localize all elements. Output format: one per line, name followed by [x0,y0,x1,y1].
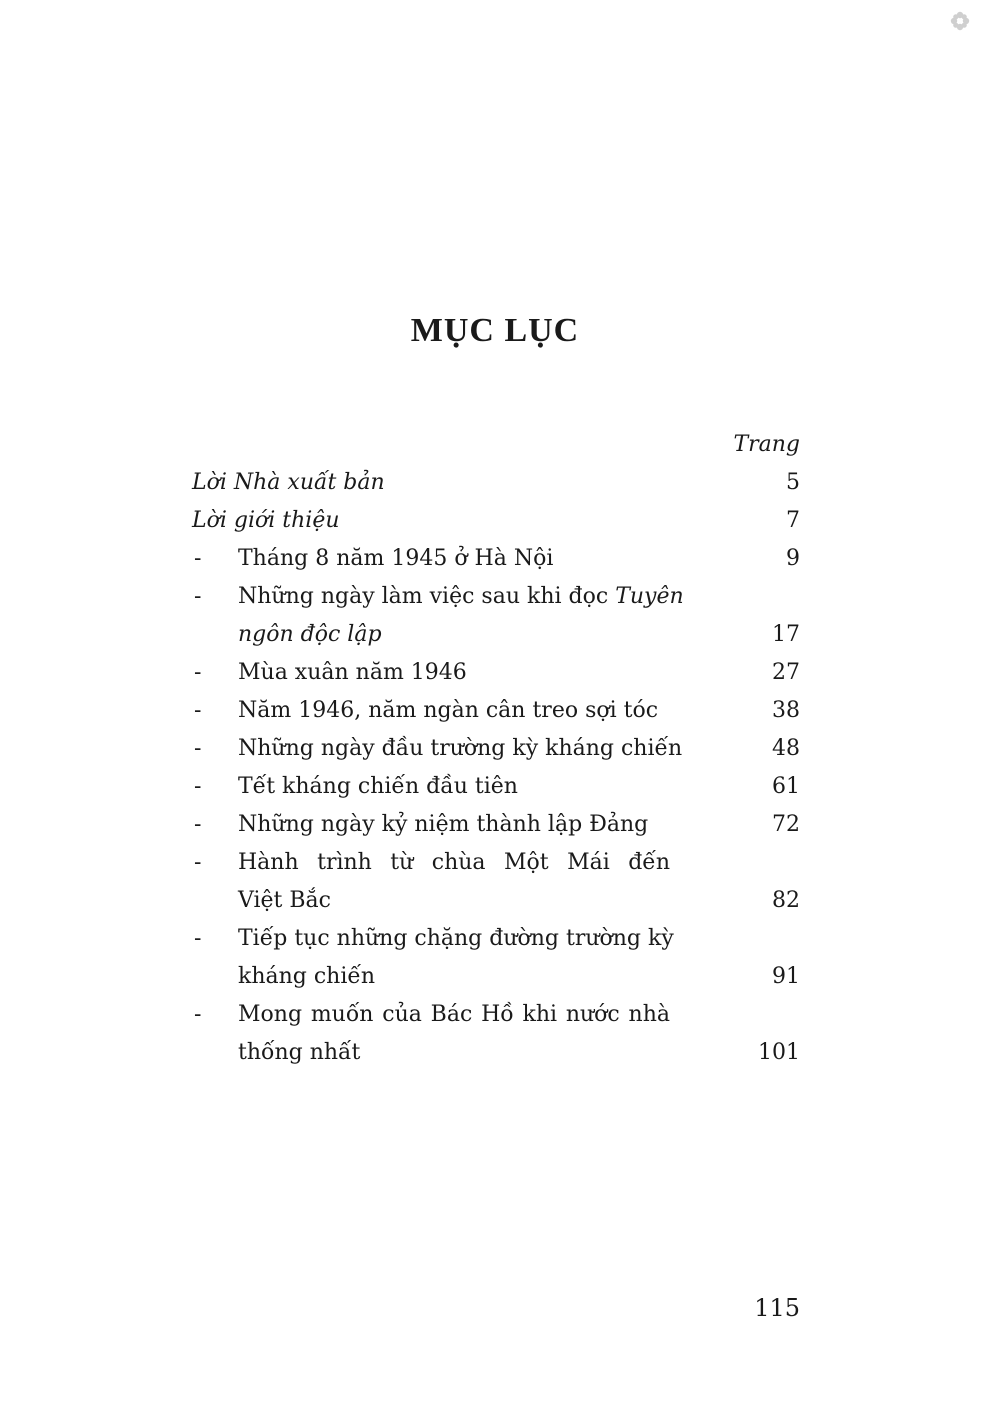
toc-entry-title: Tháng 8 năm 1945 ở Hà Nội [238,546,554,571]
toc-entry-title: Những ngày kỷ niệm thành lập Đảng [238,812,649,837]
toc-entry-title [238,844,730,920]
toc-entry-introduction[interactable] [192,502,802,540]
toc-entry-page: 72 [772,812,800,837]
toc-entry[interactable] [192,540,802,578]
toc-entry-title-line: Hành trình từ chùa Một Mái đến [238,850,670,875]
entry-dash: - [194,736,202,761]
toc-entry-title: Lời giới thiệu [192,508,340,533]
toc-entry-title: Mùa xuân năm 1946 [238,660,467,685]
toc-entry[interactable] [192,920,802,996]
toc-entry-page: 61 [772,774,800,799]
entry-dash: - [194,812,202,837]
toc-entry-page: 48 [772,736,800,761]
entry-dash: - [194,584,202,609]
toc-entry-title-italic: Tuyên [615,584,684,609]
toc-entry-title: Những ngày đầu trường kỳ kháng chiến [238,736,683,761]
toc-entry-page: 9 [786,546,800,571]
toc-entry[interactable] [192,768,802,806]
toc-entry-title-line: thống nhất [238,1040,361,1065]
toc-entry-page: 101 [758,1040,800,1065]
toc-entry-page: 82 [772,888,800,913]
toc-entry-title-line: Việt Bắc [238,888,331,913]
toc-entry-page: 7 [786,508,800,533]
entry-dash: - [194,698,202,723]
toc-entry[interactable] [192,578,802,654]
toc-entry-page: 91 [772,964,800,989]
entry-dash: - [194,660,202,685]
table-of-contents [192,426,802,1072]
toc-entry-title [238,920,730,996]
toc-entry-title-line: Những ngày làm việc sau khi đọc [238,584,609,609]
toc-entry-title-italic: ngôn độc lập [238,622,382,647]
toc-entry[interactable] [192,996,802,1072]
toc-entry-page: 17 [772,622,800,647]
toc-entry-title-line: Mong muốn của Bác Hồ khi nước nhà [238,1002,670,1027]
page-number: 115 [754,1294,800,1322]
toc-entry-page: 27 [772,660,800,685]
toc-entry-publisher-note[interactable] [192,464,802,502]
toc-entry-title-line: kháng chiến [238,964,376,989]
toc-entry[interactable] [192,692,802,730]
toc-entry[interactable] [192,806,802,844]
flower-ornament-icon [949,10,971,32]
page-title: MỤC LỤC [410,312,580,349]
entry-dash: - [194,1002,202,1027]
toc-entry[interactable] [192,654,802,692]
toc-entry-title: Lời Nhà xuất bản [192,470,385,495]
page-column-label: Trang [733,432,800,457]
toc-entry[interactable] [192,730,802,768]
entry-dash: - [194,774,202,799]
entry-dash: - [194,926,202,951]
toc-entry-page: 5 [786,470,800,495]
toc-entry-title: Năm 1946, năm ngàn cân treo sợi tóc [238,698,659,723]
entry-dash: - [194,850,202,875]
toc-entry-title [238,996,730,1072]
toc-entry-page: 38 [772,698,800,723]
toc-entry[interactable] [192,844,802,920]
toc-entry-title: Tết kháng chiến đầu tiên [238,774,518,799]
toc-entry-title [238,578,730,654]
toc-entry-title-line: Tiếp tục những chặng đường trường kỳ [238,926,674,951]
entry-dash: - [194,546,202,571]
